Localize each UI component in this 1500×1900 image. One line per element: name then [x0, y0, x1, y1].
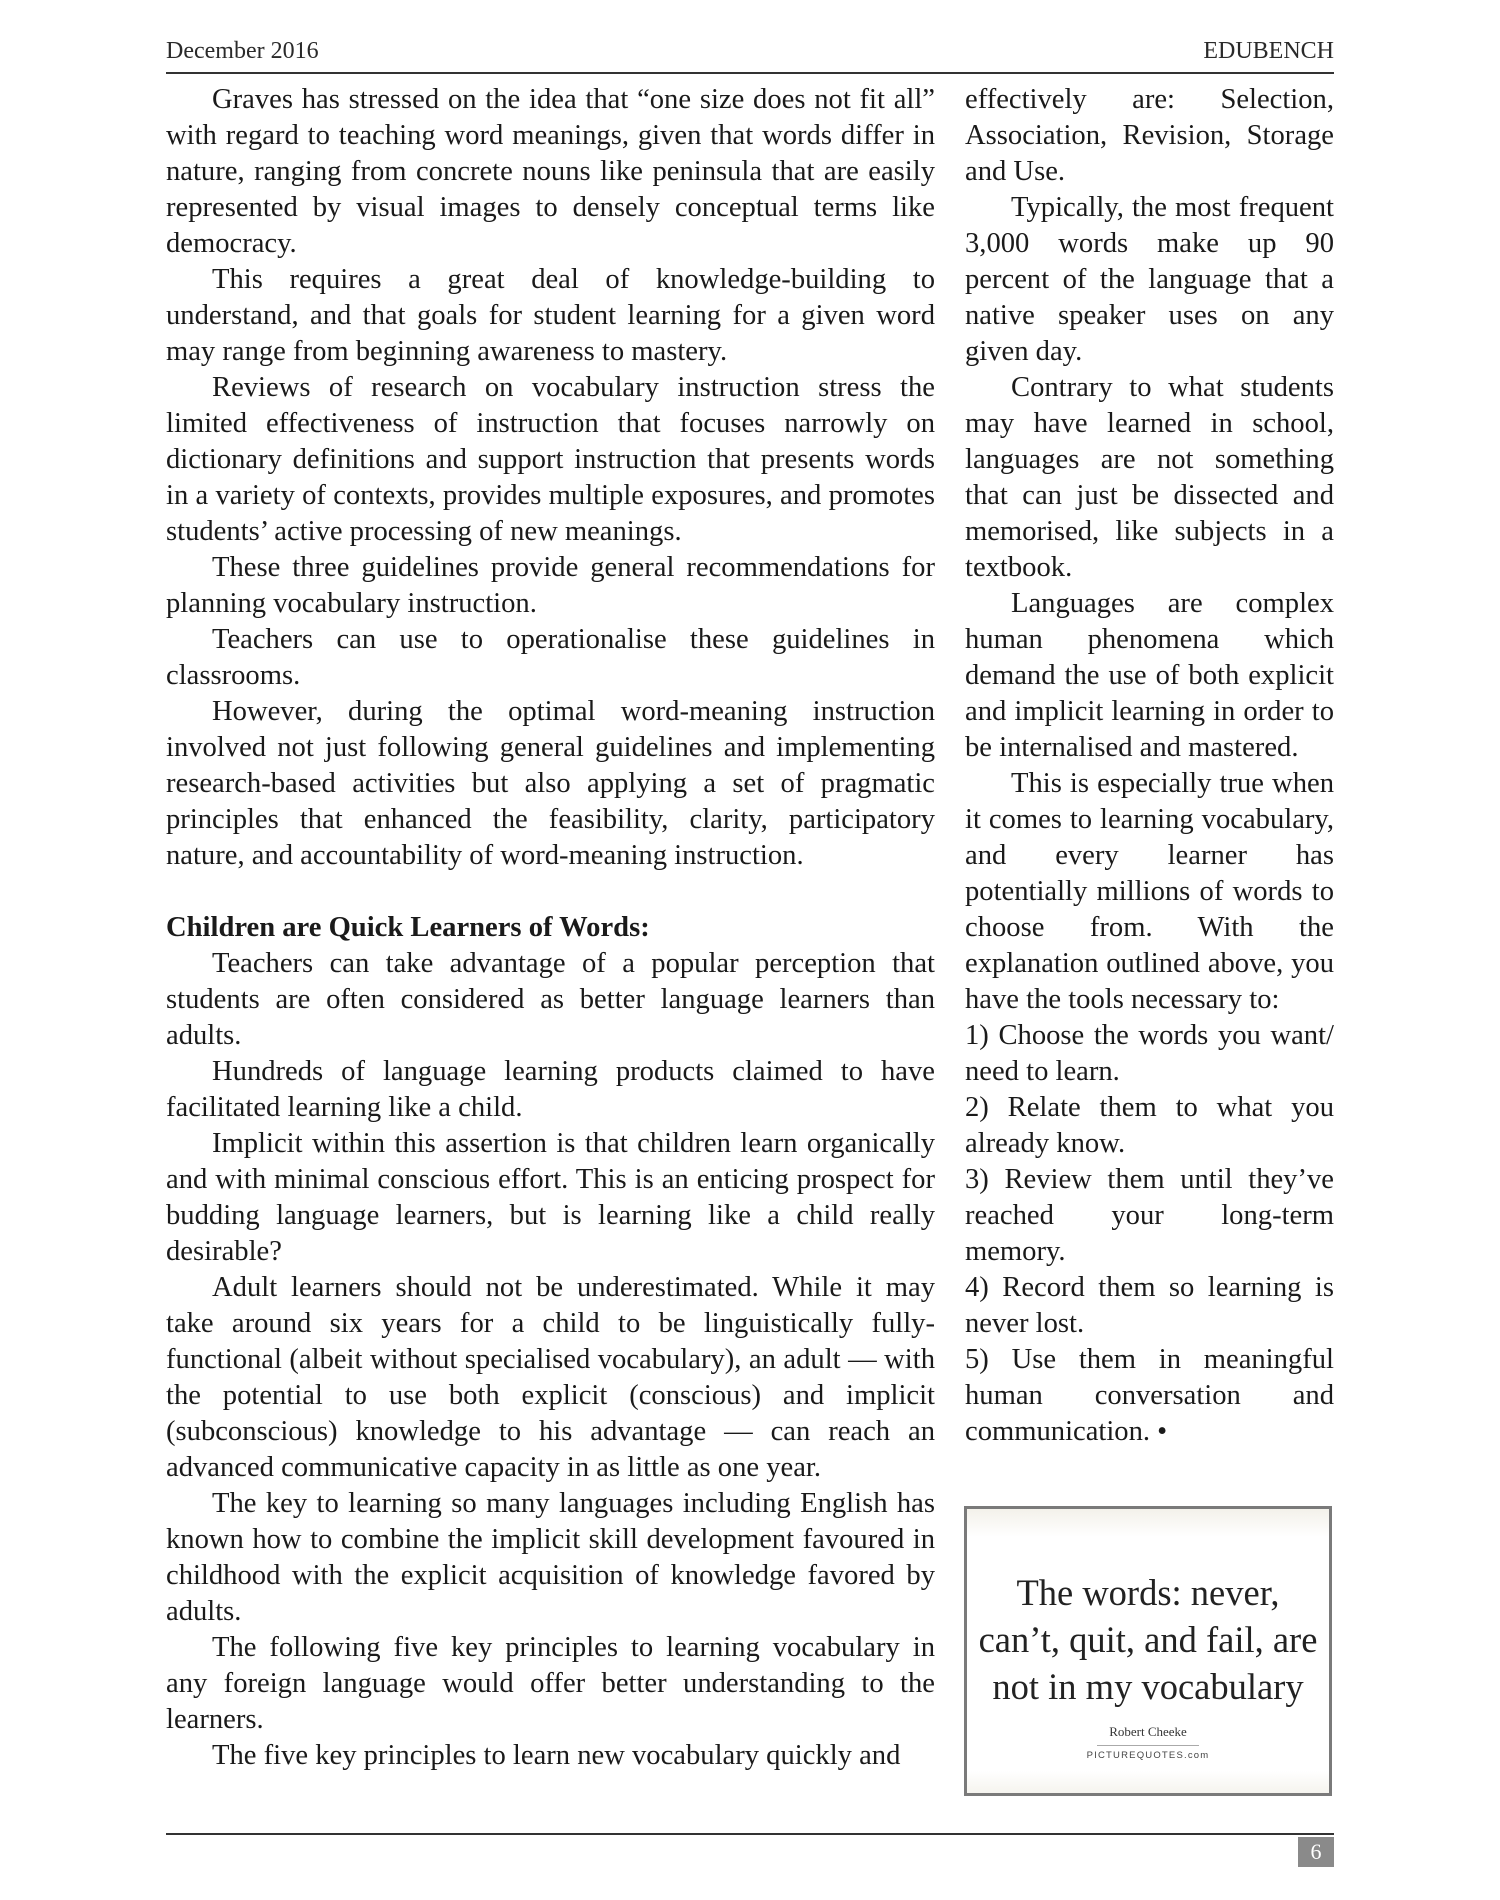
- list-item: 2) Relate them to what you already know.: [965, 1092, 1334, 1159]
- paragraph: Contrary to what students may have learned in school, languages are not something that can just be dissected and memorised, like subjects in a textbook.: [965, 372, 1334, 583]
- list-item: 3) Review them until they’ve reached your long-term memory.: [965, 1164, 1334, 1267]
- paragraph: Graves has stressed on the idea that “one size does not fit all” with regard to teaching word meanings, given that words differ in nature, ranging from concrete nouns like peninsula that are easily represented by visual images to densely conceptual terms like democracy.: [166, 84, 935, 259]
- quote-divider: [1097, 1745, 1199, 1746]
- list-item: 4) Record them so learning is never lost.: [965, 1272, 1334, 1339]
- paragraph: Implicit within this assertion is that children learn organically and with minimal conscious effort. This is an enticing prospect for budding language learners, but is learning like a child really desirable?: [166, 1128, 935, 1267]
- right-column: [965, 82, 1334, 1450]
- left-column: [166, 82, 935, 1774]
- paragraph: Hundreds of language learning products claimed to have facilitated learning like a child.: [166, 1056, 935, 1123]
- section-heading: Children are Quick Learners of Words:: [166, 912, 650, 943]
- paragraph: Teachers can take advantage of a popular perception that students are often considered as better language learners than adults.: [166, 948, 935, 1051]
- publication-name: EDUBENCH: [1203, 38, 1334, 64]
- page-header: [166, 36, 1334, 74]
- list-item: 5) Use them in meaningful human conversation and communication. •: [965, 1344, 1334, 1447]
- list-item: 1) Choose the words you want/ need to learn.: [965, 1020, 1334, 1087]
- paragraph: The five key principles to learn new vocabulary quickly and: [212, 1740, 901, 1771]
- paragraph: Reviews of research on vocabulary instruction stress the limited effectiveness of instruction that focuses narrowly on dictionary definitions and support instruction that presents words in a variety of contexts, provides multiple exposures, and promotes students’ active processing of new meanings.: [166, 372, 935, 547]
- paragraph: Adult learners should not be underestimated. While it may take around six years for a child to be linguistically fully-functional (albeit without specialised vocabulary), an adult — with the potential to use both explicit (conscious) and implicit (subconscious) knowledge to his advantage — can reach an advanced communicative capacity in as little as one year.: [166, 1272, 935, 1483]
- page-number: 6: [1298, 1837, 1334, 1867]
- quote-author: Robert Cheeke: [1109, 1724, 1187, 1739]
- paragraph: However, during the optimal word-meaning instruction involved not just following general guidelines and implementing research-based activities but also applying a set of pragmatic principles that enhanced the feasibility, clarity, participatory nature, and accountability of word-meaning instruction.: [166, 696, 935, 871]
- paragraph: The following five key principles to learning vocabulary in any foreign language would offer better understanding to the learners.: [166, 1632, 935, 1735]
- paragraph: This requires a great deal of knowledge-building to understand, and that goals for student learning for a given word may range from beginning awareness to mastery.: [166, 264, 935, 367]
- paragraph: The key to learning so many languages including English has known how to combine the implicit skill development favoured in childhood with the explicit acquisition of knowledge favored by adults.: [166, 1488, 935, 1627]
- issue-date: December 2016: [166, 38, 319, 64]
- quote-text: The words: never, can’t, quit, and fail, are not in my vocabulary: [978, 1572, 1318, 1707]
- paragraph: Typically, the most frequent 3,000 words make up 90 percent of the language that a native speaker uses on any given day.: [965, 192, 1334, 367]
- quote-source: PICTUREQUOTES.com: [1086, 1750, 1210, 1761]
- footer-divider: [166, 1833, 1334, 1835]
- paragraph: Teachers can use to operationalise these guidelines in classrooms.: [166, 624, 935, 691]
- paragraph: This is especially true when it comes to learning vocabulary, and every learner has potentially millions of words to choose from. With the explanation outlined above, you have the tools necessary to:: [965, 768, 1334, 1015]
- quote-image: [964, 1506, 1332, 1796]
- continued-paragraph: effectively are: Selection, Association, Revision, Storage and Use.: [965, 84, 1334, 187]
- paragraph: Languages are complex human phenomena which demand the use of both explicit and implicit learning in order to be internalised and mastered.: [965, 588, 1334, 763]
- paragraph: These three guidelines provide general recommendations for planning vocabulary instruction.: [166, 552, 935, 619]
